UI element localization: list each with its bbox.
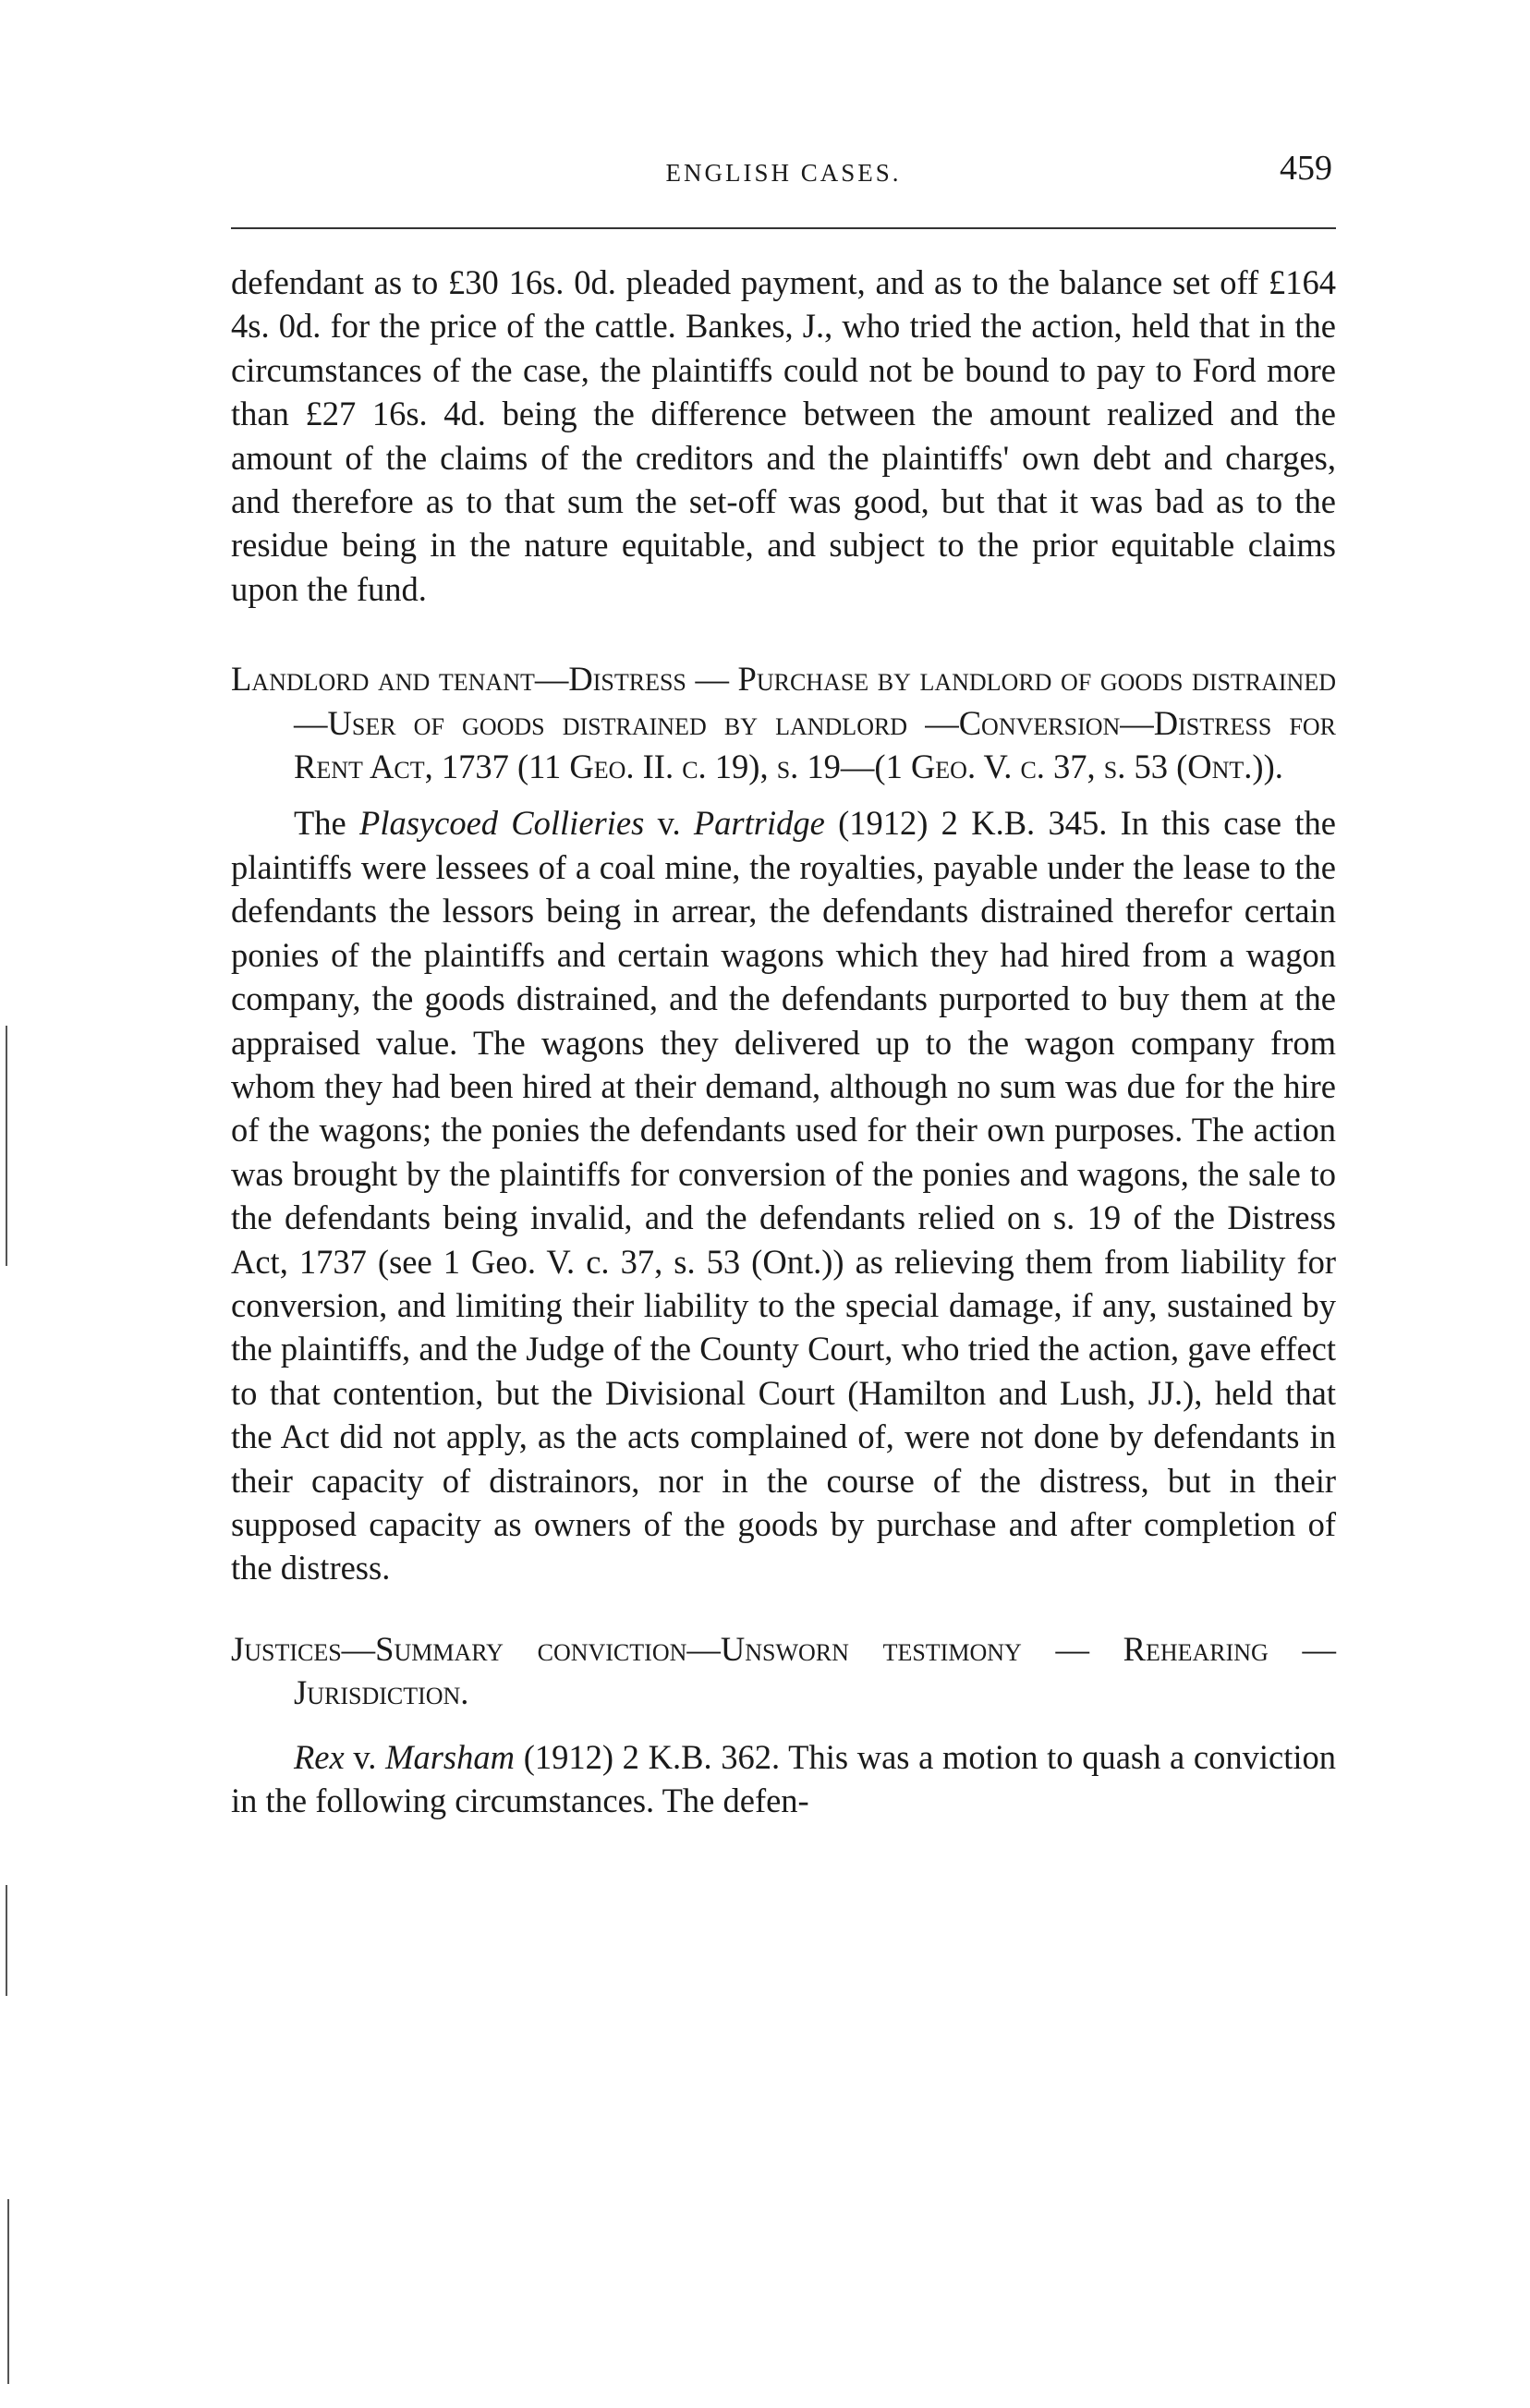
case-lead-text: The bbox=[294, 804, 360, 843]
running-head: ENGLISH CASES. bbox=[665, 159, 902, 187]
case-name-plasycoed: Plasycoed Collieries bbox=[359, 804, 645, 843]
page-number: 459 bbox=[1280, 149, 1332, 188]
heading-gap bbox=[231, 1715, 1336, 1735]
paragraph-plasycoed bbox=[231, 801, 1336, 1589]
heading-gap bbox=[231, 788, 1336, 801]
binding-edge-mark bbox=[7, 2199, 9, 2384]
section-heading-landlord-tenant: Landlord and tenant—Distress — Purchase by landlord of goods distrained—User of goods distrained by landlord —Conversion—Distress for Rent Act, 1737 (11 Geo. II. c. 19), s. 19—(1 Geo. V. c. 37, s. 53 (Ont.)). bbox=[231, 660, 1336, 786]
section-gap bbox=[231, 611, 1336, 657]
case-party-marsham: Marsham bbox=[385, 1737, 516, 1776]
binding-edge-mark bbox=[6, 1885, 7, 1996]
body-text bbox=[231, 261, 1336, 1822]
case-versus: v. bbox=[644, 804, 694, 843]
section-gap bbox=[231, 1590, 1336, 1627]
header-rule bbox=[231, 227, 1336, 229]
case-versus: v. bbox=[344, 1737, 386, 1776]
section-heading-justices: Justices—Summary conviction—Unsworn testimony — Rehearing — Jurisdiction. bbox=[231, 1629, 1336, 1712]
paragraph-body: (1912) 2 K.B. 362. This was a motion to quash a conviction in the following circumstances. The defen- bbox=[231, 1737, 1336, 1819]
page-header bbox=[231, 146, 1336, 192]
binding-edge-mark bbox=[6, 1026, 7, 1266]
paragraph-continuation: defendant as to £30 16s. 0d. pleaded payment, and as to the balance set off £164 4s. 0d. for the price of the cattle. Bankes, J., who tried the action, held that in the circumstances of the case, the plaintiffs could not be bound to pay to Ford more than £27 16s. 4d. being the difference between the amount realized and the amount of the claims of the creditors and the plaintiffs' own debt and charges, and therefore as to that sum the set-off was good, but that it was bad as to the residue being in the nature equitable, and subject to the prior equitable claims upon the fund. bbox=[231, 263, 1336, 608]
paragraph-rex-marsham bbox=[231, 1735, 1336, 1823]
paragraph-body: (1912) 2 K.B. 345. In this case the plaintiffs were lessees of a coal mine, the royalties, payable under the lease to the defendants the lessors being in arrear, the defendants distrained therefor certain ponies of the plaintiffs and certain wagons which they had hired from a wagon company, the goods distrained, and the defendants purported to buy them at the appraised value. The wagons they delivered up to the wagon company from whom they had been hired at their demand, although no sum was due for the hire of the wagons; the ponies the defendants used for their own purposes. The action was brought by the plaintiffs for conversion of the ponies and wagons, the sale to the defendants being invalid, and the defendants relied on s. 19 of the Distress Act, 1737 (see 1 Geo. V. c. 37, s. 53 (Ont.)) as relieving them from liability for conversion, and limiting their liability to the special damage, if any, sustained by the plaintiffs, and the Judge of the County Court, who tried the action, gave effect to that contention, but the Divisional Court (Hamilton and Lush, JJ.), held that the Act did not apply, as the acts complained of, were not done by defendants in their capacity of distrainors, nor in the course of the distress, but in their supposed capacity as owners of the goods by purchase and after completion of the distress. bbox=[231, 804, 1336, 1587]
case-party-partridge: Partridge bbox=[693, 804, 825, 843]
case-name-rex: Rex bbox=[294, 1737, 345, 1776]
